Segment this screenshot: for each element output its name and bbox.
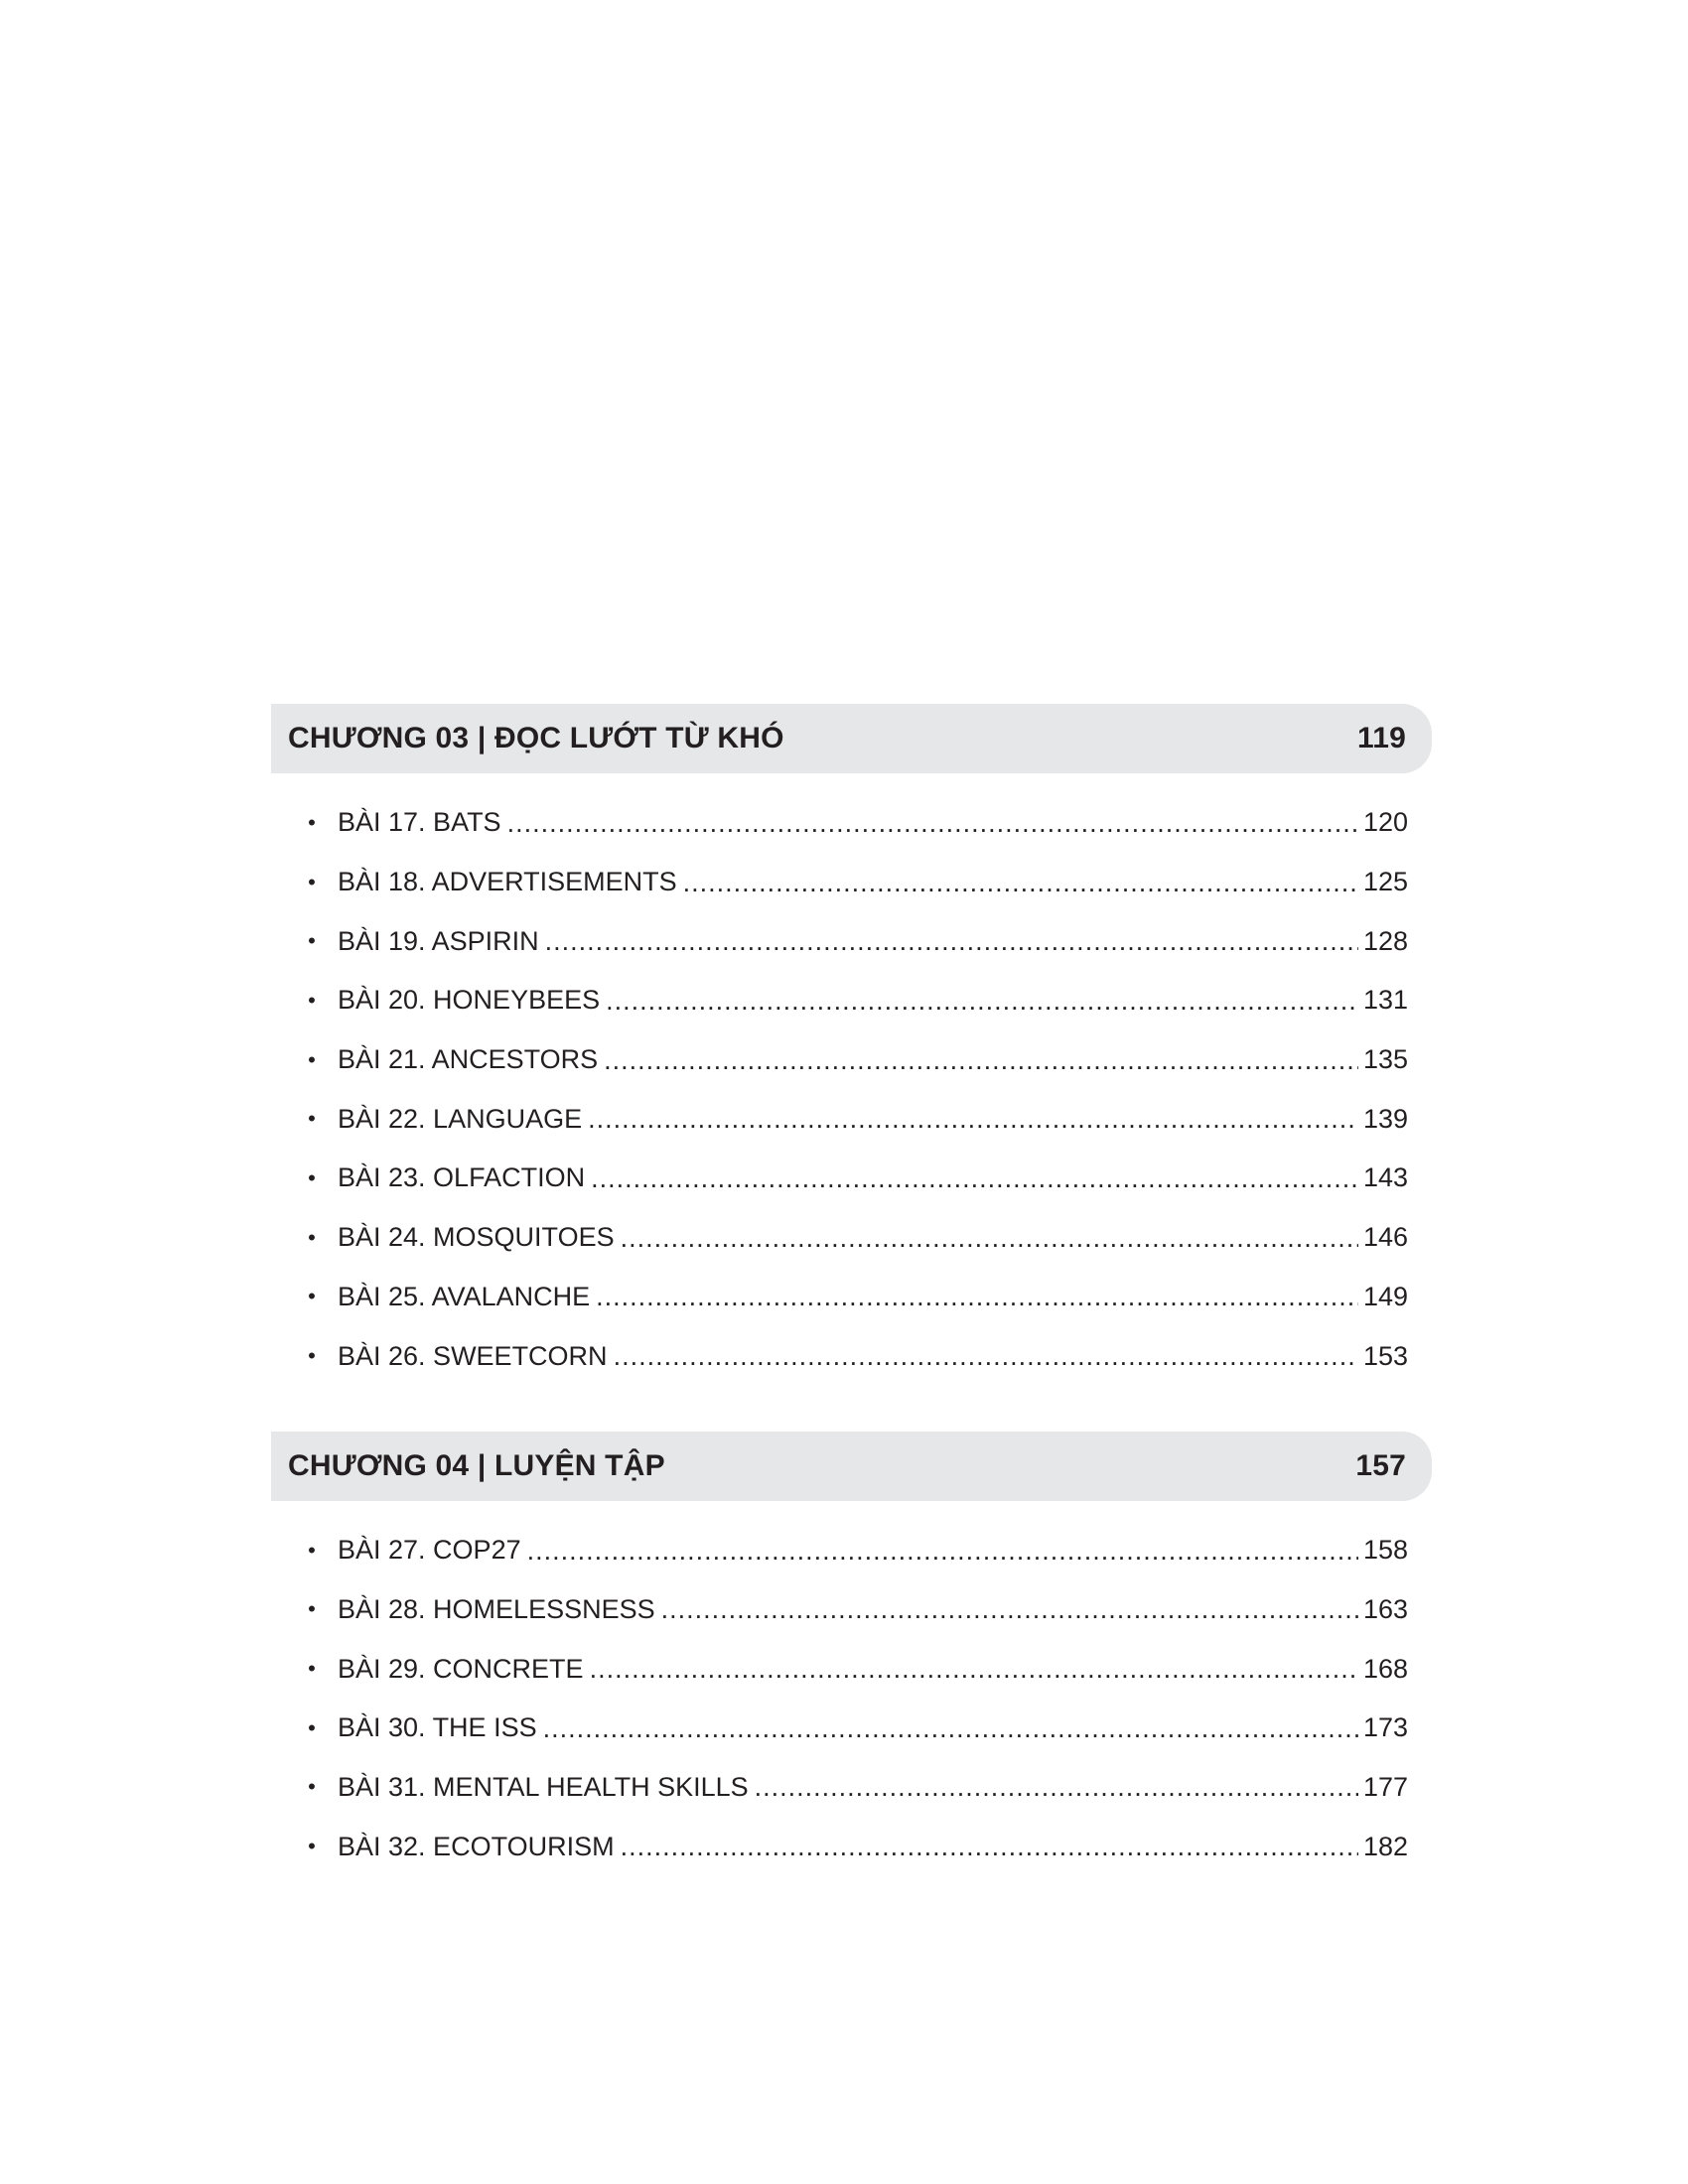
- dot-leader: [606, 985, 1358, 1017]
- dot-leader: [621, 1222, 1358, 1254]
- lesson-page-number: 177: [1362, 1771, 1408, 1802]
- dot-leader: [543, 1712, 1358, 1744]
- bullet-icon: •: [308, 1284, 316, 1309]
- lesson-item[interactable]: [271, 1580, 1432, 1640]
- bullet-icon: •: [308, 1537, 316, 1563]
- lesson-title: BÀI 18. ADVERTISEMENTS: [338, 867, 677, 897]
- bullet-icon: •: [308, 1343, 316, 1369]
- lesson-item[interactable]: [271, 793, 1432, 853]
- lesson-page-number: 131: [1362, 985, 1408, 1016]
- bullet-icon: •: [308, 1164, 316, 1190]
- lesson-title: BÀI 21. ANCESTORS: [338, 1044, 599, 1075]
- lesson-title: BÀI 27. COP27: [338, 1535, 521, 1566]
- dot-leader: [596, 1281, 1358, 1312]
- lesson-title: BÀI 32. ECOTOURISM: [338, 1831, 615, 1861]
- lesson-page-number: 125: [1362, 867, 1408, 897]
- lesson-page-number: 153: [1362, 1340, 1408, 1371]
- bullet-icon: •: [308, 809, 316, 835]
- lesson-title: BÀI 30. THE ISS: [338, 1712, 537, 1743]
- lesson-page-number: 182: [1362, 1831, 1408, 1861]
- dot-leader: [588, 1103, 1358, 1135]
- lesson-item[interactable]: [271, 1149, 1432, 1208]
- bullet-icon: •: [308, 1106, 316, 1132]
- bullet-icon: •: [308, 869, 316, 894]
- lesson-item[interactable]: [271, 1326, 1432, 1386]
- lesson-title: BÀI 22. LANGUAGE: [338, 1103, 583, 1134]
- dot-leader: [590, 1653, 1358, 1685]
- bullet-icon: •: [308, 928, 316, 954]
- bullet-icon: •: [308, 987, 316, 1013]
- dot-leader: [683, 867, 1358, 898]
- dot-leader: [527, 1535, 1358, 1567]
- lesson-title: BÀI 31. MENTAL HEALTH SKILLS: [338, 1771, 749, 1802]
- lesson-item[interactable]: [271, 1521, 1432, 1580]
- chapter-title: CHƯƠNG 04 | LUYỆN TẬP: [288, 1448, 665, 1482]
- lesson-title: BÀI 19. ASPIRIN: [338, 925, 539, 956]
- bullet-icon: •: [308, 1224, 316, 1250]
- chapter-header[interactable]: [271, 704, 1432, 773]
- lesson-page-number: 158: [1362, 1535, 1408, 1566]
- lesson-page-number: 128: [1362, 925, 1408, 956]
- lesson-item[interactable]: [271, 1817, 1432, 1876]
- dot-leader: [591, 1162, 1358, 1194]
- lesson-page-number: 135: [1362, 1044, 1408, 1075]
- dot-leader: [755, 1771, 1358, 1803]
- lesson-list: [271, 793, 1432, 1386]
- chapter-page-number: 157: [1355, 1448, 1406, 1482]
- chapter-03-section: [271, 704, 1432, 1386]
- lesson-page-number: 149: [1362, 1281, 1408, 1311]
- lesson-page-number: 120: [1362, 807, 1408, 838]
- table-of-contents: [271, 704, 1432, 1922]
- bullet-icon: •: [308, 1046, 316, 1072]
- lesson-item[interactable]: [271, 1268, 1432, 1327]
- chapter-header[interactable]: [271, 1432, 1432, 1501]
- lesson-page-number: 163: [1362, 1593, 1408, 1624]
- lesson-title: BÀI 17. BATS: [338, 807, 501, 838]
- lesson-title: BÀI 20. HONEYBEES: [338, 985, 601, 1016]
- lesson-title: BÀI 29. CONCRETE: [338, 1653, 584, 1684]
- chapter-page-number: 119: [1357, 722, 1406, 754]
- lesson-title: BÀI 25. AVALANCHE: [338, 1281, 591, 1311]
- lesson-item[interactable]: [271, 1639, 1432, 1699]
- bullet-icon: •: [308, 1714, 316, 1740]
- lesson-page-number: 168: [1362, 1653, 1408, 1684]
- dot-leader: [507, 807, 1358, 839]
- dot-leader: [614, 1340, 1358, 1372]
- lesson-title: BÀI 23. OLFACTION: [338, 1162, 586, 1193]
- lesson-item[interactable]: [271, 911, 1432, 971]
- lesson-list: [271, 1521, 1432, 1876]
- bullet-icon: •: [308, 1596, 316, 1622]
- lesson-item[interactable]: [271, 1030, 1432, 1090]
- lesson-item[interactable]: [271, 1208, 1432, 1268]
- bullet-icon: •: [308, 1774, 316, 1800]
- dot-leader: [604, 1044, 1358, 1076]
- lesson-page-number: 173: [1362, 1712, 1408, 1743]
- lesson-item[interactable]: [271, 1699, 1432, 1758]
- lesson-item[interactable]: [271, 1089, 1432, 1149]
- lesson-item[interactable]: [271, 853, 1432, 912]
- lesson-page-number: 146: [1362, 1222, 1408, 1253]
- dot-leader: [661, 1593, 1358, 1625]
- lesson-page-number: 143: [1362, 1162, 1408, 1193]
- lesson-page-number: 139: [1362, 1103, 1408, 1134]
- lesson-title: BÀI 28. HOMELESSNESS: [338, 1593, 655, 1624]
- lesson-item[interactable]: [271, 971, 1432, 1030]
- lesson-item[interactable]: [271, 1758, 1432, 1818]
- bullet-icon: •: [308, 1834, 316, 1859]
- chapter-04-section: [271, 1432, 1432, 1876]
- chapter-title: CHƯƠNG 03 | ĐỌC LƯỚT TỪ KHÓ: [288, 722, 784, 754]
- dot-leader: [545, 925, 1358, 957]
- dot-leader: [621, 1831, 1358, 1862]
- lesson-title: BÀI 26. SWEETCORN: [338, 1340, 608, 1371]
- bullet-icon: •: [308, 1656, 316, 1682]
- lesson-title: BÀI 24. MOSQUITOES: [338, 1222, 615, 1253]
